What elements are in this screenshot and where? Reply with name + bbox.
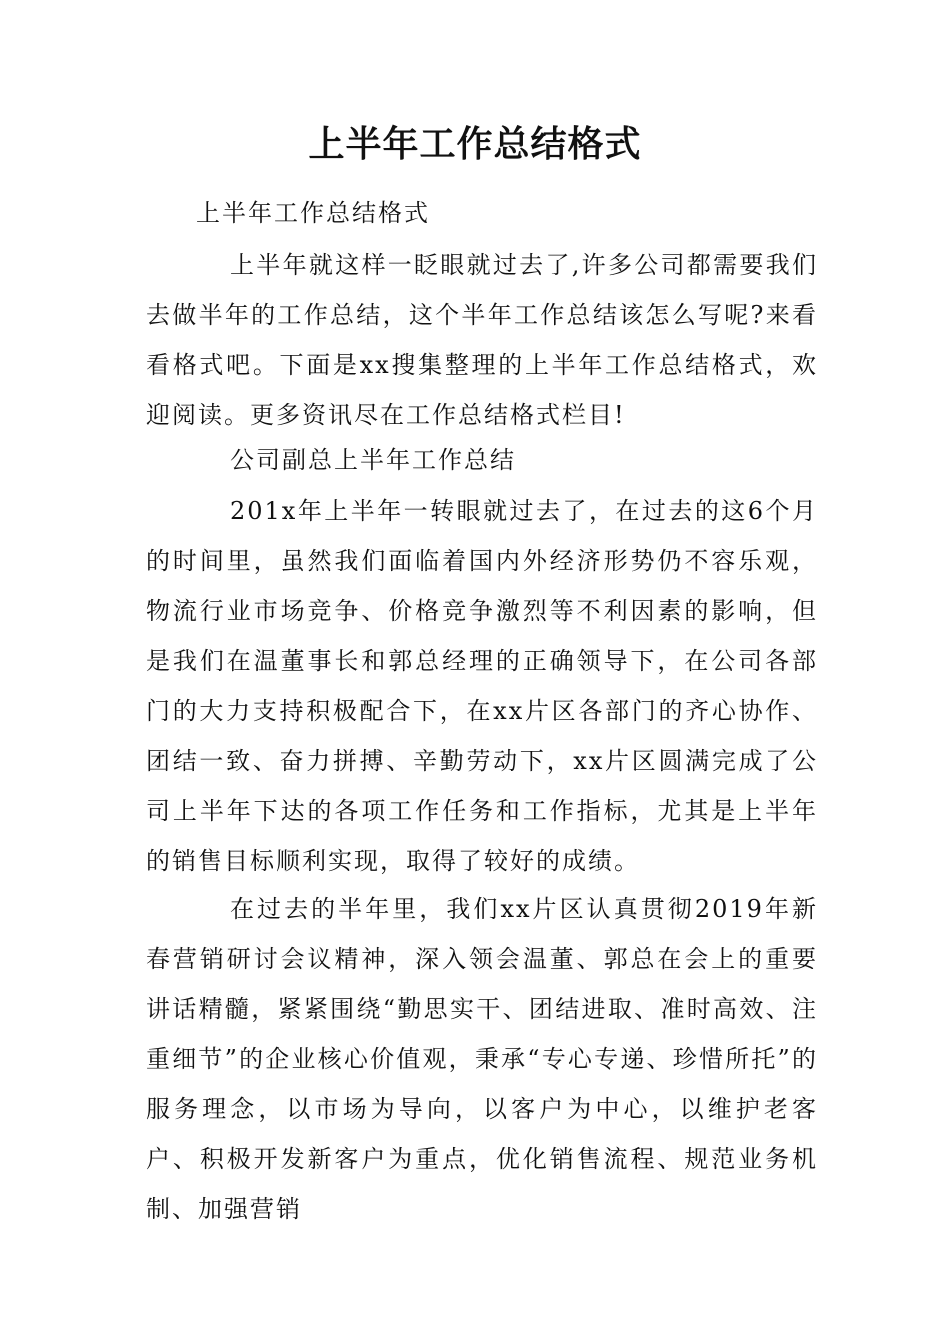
document-title: 上半年工作总结格式 (308, 123, 642, 165)
document-subtitle: 上半年工作总结格式 (196, 199, 430, 227)
paragraph-details: 在过去的半年里，我们xx片区认真贯彻2019年新春营销研讨会议精神，深入领会温董、郭总在会上的重要讲话精髓，紧紧围绕“勤思实干、团结进取、准时高效、注重细节”的企业核心价值观，秉承“专心专递、珍惜所托”的服务理念，以市场为导向，以客户为中心，以维护老客户、积极开发新客户为重点，优化销售流程、规范业务机制、加强营销 (146, 895, 818, 1223)
paragraph-summary: 201x年上半年一转眼就过去了，在过去的这6个月的时间里，虽然我们面临着国内外经济形势仍不容乐观，物流行业市场竞争、价格竞争激烈等不利因素的影响，但是我们在温董事长和郭总经理的正确领导下，在公司各部门的大力支持积极配合下，在xx片区各部门的齐心协作、团结一致、奋力拼搏、辛勤劳动下，xx片区圆满完成了公司上半年下达的各项工作任务和工作指标，尤其是上半年的销售目标顺利实现，取得了较好的成绩。 (146, 497, 818, 875)
section-heading: 公司副总上半年工作总结 (230, 446, 516, 474)
paragraph-intro: 上半年就这样一眨眼就过去了,许多公司都需要我们去做半年的工作总结，这个半年工作总结该怎么写呢?来看看格式吧。下面是xx搜集整理的上半年工作总结格式，欢迎阅读。更多资讯尽在工作总结格式栏目! (146, 251, 818, 429)
